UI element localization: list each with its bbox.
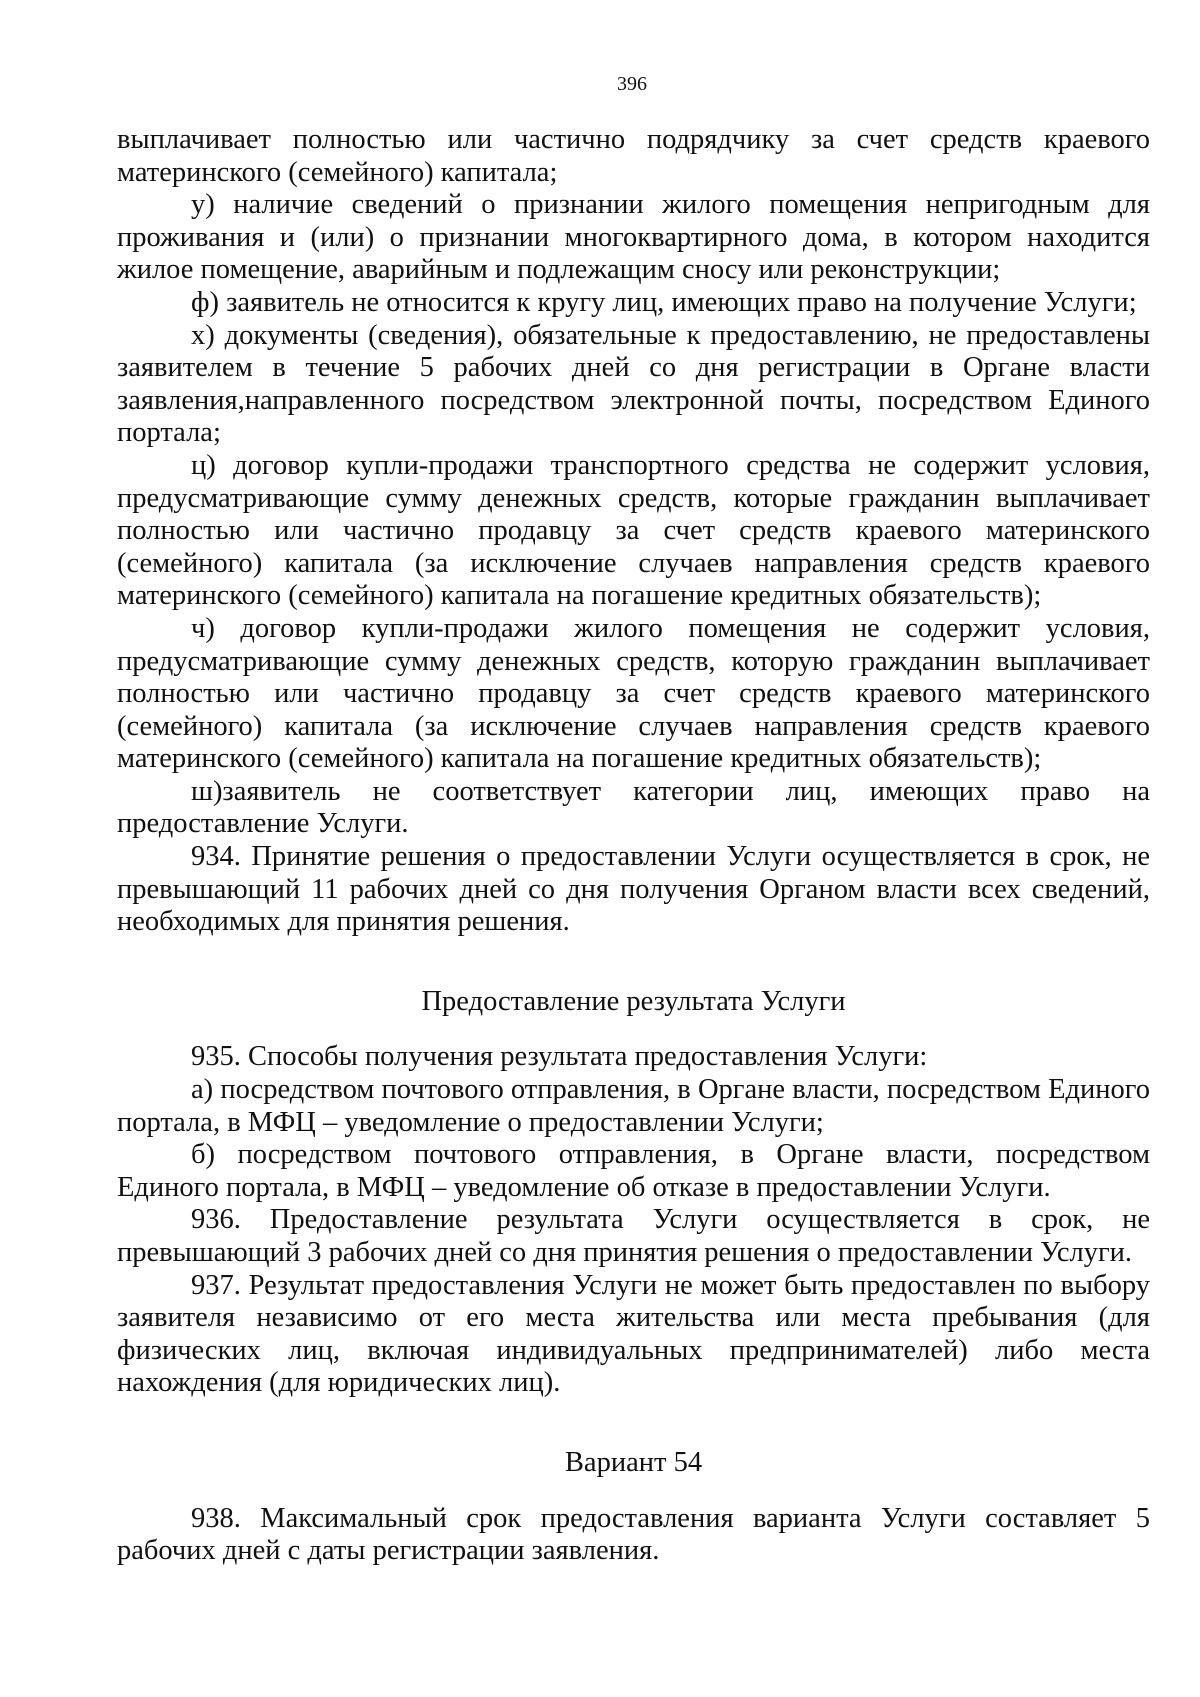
section-heading-variant: Вариант 54 <box>564 1446 703 1478</box>
section-heading-result: Предоставление результата Услуги <box>421 985 846 1017</box>
paragraph-item-kh: х) документы (сведения), обязательные к предоставлению, не предоставлены заявителем в течение 5 рабочих дней со дня регистрации в Органе власти заявления,направленного посредством электронной почты, посредством Единого портала; <box>117 319 1150 449</box>
paragraph-936: 936. Предоставление результата Услуги осуществляется в срок, не превышающий 3 рабочих дней со дня принятия решения о предоставлении Услуги. <box>117 1204 1150 1268</box>
paragraph-935-a: а) посредством почтового отправления, в Органе власти, посредством Единого портала, в МФЦ – уведомление о предоставлении Услуги; <box>117 1074 1150 1138</box>
paragraph-item-f: ф) заявитель не относится к кругу лиц, имеющих право на получение Услуги; <box>191 286 1137 318</box>
paragraph-item-ts: ц) договор купли-продажи транспортного средства не содержит условия, предусматривающие сумму денежных средств, которые гражданин выплачивает полностью или частично продавцу за счет средств краевого материнского (семейного) капитала (за исключение случаев направления средств краевого материнского (семейного) капитала на погашение кредитных обязательств); <box>117 449 1150 612</box>
paragraph-item-u: у) наличие сведений о признании жилого помещения непригодным для проживания и (или) о признании многоквартирного дома, в котором находится жилое помещение, аварийным и подлежащим сносу или реконструкции; <box>117 189 1150 286</box>
paragraph-934: 934. Принятие решения о предоставлении Услуги осуществляется в срок, не превышающий 11 рабочих дней со дня получения Органом власти всех сведений, необходимых для принятия решения. <box>117 841 1150 938</box>
paragraph-937: 937. Результат предоставления Услуги не может быть предоставлен по выбору заявителя независимо от его места жительства или места пребывания (для физических лиц, включая индивидуальных предпринимателей) либо места нахождения (для юридических лиц). <box>117 1269 1150 1399</box>
paragraph-935-b: б) посредством почтового отправления, в Органе власти, посредством Единого портала, в МФЦ – уведомление об отказе в предоставлении Услуги. <box>117 1139 1150 1203</box>
paragraph-item-sh: ш)заявитель не соответствует категории лиц, имеющих право на предоставление Услуги. <box>117 775 1150 840</box>
paragraph-935: 935. Способы получения результата предоставления Услуги: <box>191 1041 928 1073</box>
paragraph-938: 938. Максимальный срок предоставления варианта Услуги составляет 5 рабочих дней с даты регистрации заявления. <box>117 1502 1150 1567</box>
paragraph-continuation: выплачивает полностью или частично подрядчику за счет средств краевого материнского (семейного) капитала; <box>117 124 1150 188</box>
page-number: 396 <box>617 73 647 95</box>
paragraph-item-ch: ч) договор купли-продажи жилого помещения не содержит условия, предусматривающие сумму денежных средств, которую гражданин выплачивает полностью или частично продавцу за счет средств краевого материнского (семейного) капитала (за исключение случаев направления средств краевого материнского (семейного) капитала на погашение кредитных обязательств); <box>117 612 1150 775</box>
document-body <box>117 124 1150 1568</box>
